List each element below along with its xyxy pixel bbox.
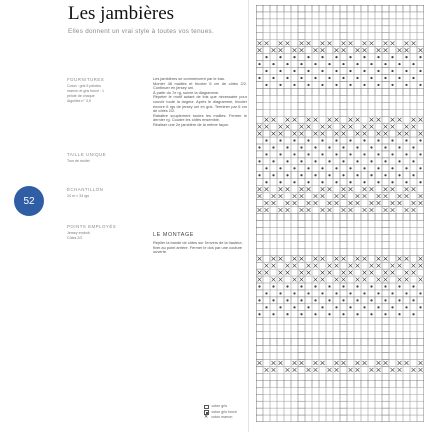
dot-stitch-mark bbox=[391, 139, 393, 141]
dot-stitch-mark bbox=[412, 299, 414, 301]
instructions-column bbox=[153, 77, 247, 128]
dot-stitch-mark bbox=[314, 285, 316, 287]
dot-stitch-mark bbox=[398, 146, 400, 148]
dot-stitch-mark bbox=[279, 84, 281, 86]
dot-stitch-mark bbox=[265, 84, 267, 86]
dot-stitch-mark bbox=[272, 63, 274, 65]
dot-stitch-mark bbox=[293, 139, 295, 141]
dot-stitch-mark bbox=[342, 285, 344, 287]
dot-stitch-mark bbox=[405, 56, 407, 58]
size-line: Tour de mollet bbox=[67, 159, 90, 163]
supplies-line: pelote de chaque bbox=[67, 94, 95, 98]
dot-stitch-mark bbox=[328, 146, 330, 148]
chart-legend bbox=[204, 404, 237, 421]
dot-stitch-mark bbox=[265, 139, 267, 141]
dot-stitch-mark bbox=[377, 139, 379, 141]
dot-stitch-mark bbox=[356, 285, 358, 287]
dot-square-icon bbox=[204, 410, 209, 415]
page-subtitle: Elles donnent un vrai style à toutes vos tenues. bbox=[68, 28, 215, 35]
gauge-section bbox=[67, 187, 147, 199]
dot-stitch-mark bbox=[293, 84, 295, 86]
size-section bbox=[67, 152, 147, 164]
supplies-section bbox=[67, 77, 147, 104]
dot-stitch-mark bbox=[279, 306, 281, 308]
dot-stitch-mark bbox=[405, 167, 407, 169]
dot-stitch-mark bbox=[412, 285, 414, 287]
dot-stitch-mark bbox=[391, 292, 393, 294]
dot-stitch-mark bbox=[363, 153, 365, 155]
dot-stitch-mark bbox=[384, 174, 386, 176]
instruction-paragraph: Réaliser une 2e jambière de la même façon. bbox=[153, 121, 230, 127]
dot-stitch-mark bbox=[314, 299, 316, 301]
montage-text: Replier la bande de côtes sur l'envers de la hauteur, fixer au point arrière. Fermer le dos par une couture ouverte. bbox=[153, 240, 243, 255]
dot-stitch-mark bbox=[300, 160, 302, 162]
dot-stitch-mark bbox=[405, 84, 407, 86]
supplies-line: Aiguilles n° 3,5 bbox=[67, 99, 91, 103]
dot-stitch-mark bbox=[405, 292, 407, 294]
dot-stitch-mark bbox=[384, 299, 386, 301]
dot-stitch-mark bbox=[419, 167, 421, 169]
dot-stitch-mark bbox=[258, 160, 260, 162]
dot-stitch-mark bbox=[384, 63, 386, 65]
dot-stitch-mark bbox=[328, 313, 330, 315]
dot-stitch-mark bbox=[384, 160, 386, 162]
dot-stitch-mark bbox=[419, 139, 421, 141]
dot-stitch-mark bbox=[335, 139, 337, 141]
dot-stitch-mark bbox=[391, 84, 393, 86]
dot-stitch-mark bbox=[307, 181, 309, 183]
legend-label: coton gris bbox=[211, 404, 228, 408]
dot-stitch-mark bbox=[377, 56, 379, 58]
dot-stitch-mark bbox=[335, 84, 337, 86]
legend-label: coton marron bbox=[211, 415, 233, 419]
dot-stitch-mark bbox=[349, 70, 351, 72]
dot-stitch-mark bbox=[419, 70, 421, 72]
dot-stitch-mark bbox=[258, 77, 260, 79]
dot-stitch-mark bbox=[363, 292, 365, 294]
dot-stitch-mark bbox=[335, 306, 337, 308]
dot-stitch-mark bbox=[370, 160, 372, 162]
dot-stitch-mark bbox=[342, 174, 344, 176]
empty-square-icon bbox=[204, 405, 209, 410]
dot-stitch-mark bbox=[412, 63, 414, 65]
dot-stitch-mark bbox=[321, 84, 323, 86]
dot-stitch-mark bbox=[398, 63, 400, 65]
dot-stitch-mark bbox=[419, 153, 421, 155]
dot-stitch-mark bbox=[405, 139, 407, 141]
gauge-line: 24 m × 33 rgs bbox=[67, 194, 90, 198]
page-number-badge: 52 bbox=[14, 186, 44, 216]
dot-stitch-mark bbox=[356, 299, 358, 301]
dot-stitch-mark bbox=[307, 139, 309, 141]
dot-stitch-mark bbox=[370, 63, 372, 65]
dot-stitch-mark bbox=[370, 285, 372, 287]
dot-stitch-mark bbox=[405, 306, 407, 308]
dot-stitch-mark bbox=[293, 292, 295, 294]
dot-stitch-mark bbox=[307, 84, 309, 86]
dot-stitch-mark bbox=[314, 77, 316, 79]
dot-stitch-mark bbox=[412, 174, 414, 176]
dot-stitch-mark bbox=[377, 181, 379, 183]
dot-stitch-mark bbox=[363, 167, 365, 169]
dot-stitch-mark bbox=[419, 84, 421, 86]
dot-stitch-mark bbox=[384, 146, 386, 148]
dot-stitch-mark bbox=[398, 313, 400, 315]
dot-stitch-mark bbox=[412, 313, 414, 315]
dot-stitch-mark bbox=[279, 292, 281, 294]
dot-stitch-mark bbox=[405, 181, 407, 183]
dot-stitch-mark bbox=[377, 167, 379, 169]
dot-stitch-mark bbox=[391, 181, 393, 183]
dot-stitch-mark bbox=[265, 181, 267, 183]
dot-stitch-mark bbox=[363, 56, 365, 58]
dot-stitch-mark bbox=[384, 77, 386, 79]
dot-stitch-mark bbox=[377, 292, 379, 294]
dot-stitch-mark bbox=[328, 77, 330, 79]
dot-stitch-mark bbox=[384, 285, 386, 287]
dot-stitch-mark bbox=[391, 306, 393, 308]
dot-stitch-mark bbox=[335, 292, 337, 294]
dot-stitch-mark bbox=[314, 146, 316, 148]
stitches-heading: POINTS EMPLOYÉS bbox=[67, 224, 117, 229]
dot-stitch-mark bbox=[419, 56, 421, 58]
supplies-line: Coton : gris 5 pelotes bbox=[67, 84, 101, 88]
dot-stitch-mark bbox=[293, 70, 295, 72]
dot-stitch-mark bbox=[377, 70, 379, 72]
dot-stitch-mark bbox=[370, 299, 372, 301]
dot-stitch-mark bbox=[356, 174, 358, 176]
dot-stitch-mark bbox=[363, 306, 365, 308]
dot-stitch-mark bbox=[307, 306, 309, 308]
legend-label: coton gris foncé bbox=[211, 409, 237, 414]
dot-stitch-mark bbox=[356, 146, 358, 148]
dot-stitch-mark bbox=[293, 153, 295, 155]
dot-stitch-mark bbox=[279, 153, 281, 155]
dot-stitch-mark bbox=[321, 167, 323, 169]
dot-stitch-mark bbox=[286, 77, 288, 79]
dot-stitch-mark bbox=[272, 313, 274, 315]
dot-stitch-mark bbox=[328, 63, 330, 65]
dot-stitch-mark bbox=[286, 63, 288, 65]
dot-stitch-mark bbox=[356, 313, 358, 315]
dot-stitch-mark bbox=[377, 306, 379, 308]
dot-stitch-mark bbox=[342, 63, 344, 65]
dot-stitch-mark bbox=[356, 77, 358, 79]
dot-stitch-mark bbox=[377, 84, 379, 86]
dot-stitch-mark bbox=[321, 139, 323, 141]
dot-stitch-mark bbox=[342, 146, 344, 148]
dot-stitch-mark bbox=[307, 70, 309, 72]
dot-stitch-mark bbox=[321, 306, 323, 308]
dot-stitch-mark bbox=[363, 84, 365, 86]
dot-stitch-mark bbox=[335, 56, 337, 58]
dot-stitch-mark bbox=[286, 313, 288, 315]
dot-stitch-mark bbox=[258, 313, 260, 315]
dot-stitch-mark bbox=[335, 167, 337, 169]
dot-stitch-mark bbox=[412, 160, 414, 162]
dot-stitch-mark bbox=[321, 181, 323, 183]
instruction-paragraph: Monter 48 mailles et tricoter 6 cm de côtes 2/2. Continuer en jersey uni. bbox=[153, 80, 247, 91]
dot-stitch-mark bbox=[314, 63, 316, 65]
dot-stitch-mark bbox=[349, 181, 351, 183]
dot-stitch-mark bbox=[349, 167, 351, 169]
dot-stitch-mark bbox=[300, 285, 302, 287]
dot-stitch-mark bbox=[398, 174, 400, 176]
dot-stitch-mark bbox=[314, 313, 316, 315]
dot-stitch-mark bbox=[328, 285, 330, 287]
dot-stitch-mark bbox=[335, 153, 337, 155]
dot-stitch-mark bbox=[349, 306, 351, 308]
dot-stitch-mark bbox=[293, 306, 295, 308]
dot-stitch-mark bbox=[286, 299, 288, 301]
column-divider bbox=[248, 0, 249, 432]
dot-stitch-mark bbox=[300, 146, 302, 148]
dot-stitch-mark bbox=[405, 70, 407, 72]
dot-stitch-mark bbox=[272, 174, 274, 176]
montage-heading: LE MONTAGE bbox=[153, 232, 194, 238]
supplies-line: marron et gris foncé : 1 bbox=[67, 89, 104, 93]
dot-stitch-mark bbox=[293, 167, 295, 169]
dot-stitch-mark bbox=[300, 77, 302, 79]
dot-stitch-mark bbox=[286, 146, 288, 148]
dot-stitch-mark bbox=[279, 139, 281, 141]
page-title: Les jambières bbox=[68, 3, 175, 24]
dot-stitch-mark bbox=[419, 306, 421, 308]
dot-stitch-mark bbox=[356, 63, 358, 65]
dot-stitch-mark bbox=[258, 63, 260, 65]
dot-stitch-mark bbox=[342, 313, 344, 315]
dot-stitch-mark bbox=[258, 174, 260, 176]
dot-stitch-mark bbox=[258, 299, 260, 301]
dot-stitch-mark bbox=[398, 160, 400, 162]
knitting-chart-grid bbox=[256, 5, 424, 422]
dot-stitch-mark bbox=[265, 306, 267, 308]
dot-stitch-mark bbox=[307, 153, 309, 155]
dot-stitch-mark bbox=[391, 70, 393, 72]
dot-stitch-mark bbox=[349, 56, 351, 58]
dot-stitch-mark bbox=[384, 313, 386, 315]
dot-stitch-mark bbox=[335, 70, 337, 72]
dot-stitch-mark bbox=[300, 313, 302, 315]
dot-stitch-mark bbox=[293, 56, 295, 58]
dot-stitch-mark bbox=[328, 299, 330, 301]
dot-stitch-mark bbox=[265, 56, 267, 58]
dot-stitch-mark bbox=[391, 167, 393, 169]
instruction-paragraph: Les jambières se commencent par le bas. bbox=[153, 76, 226, 81]
dot-stitch-mark bbox=[370, 313, 372, 315]
dot-stitch-mark bbox=[321, 292, 323, 294]
dot-stitch-mark bbox=[300, 174, 302, 176]
dot-stitch-mark bbox=[349, 153, 351, 155]
dot-stitch-mark bbox=[349, 139, 351, 141]
dot-stitch-mark bbox=[272, 299, 274, 301]
dot-stitch-mark bbox=[272, 160, 274, 162]
dot-stitch-mark bbox=[279, 181, 281, 183]
dot-stitch-mark bbox=[279, 167, 281, 169]
dot-stitch-mark bbox=[419, 292, 421, 294]
dot-stitch-mark bbox=[286, 285, 288, 287]
dot-stitch-mark bbox=[272, 285, 274, 287]
dot-stitch-mark bbox=[272, 146, 274, 148]
dot-stitch-mark bbox=[342, 77, 344, 79]
instruction-paragraph: À partir du 7e rg, suivre la diagramme. bbox=[153, 89, 220, 95]
dot-stitch-mark bbox=[349, 84, 351, 86]
dot-stitch-mark bbox=[363, 70, 365, 72]
dot-stitch-mark bbox=[342, 160, 344, 162]
dot-stitch-mark bbox=[265, 70, 267, 72]
dot-stitch-mark bbox=[412, 77, 414, 79]
dot-stitch-mark bbox=[412, 146, 414, 148]
dot-stitch-mark bbox=[314, 160, 316, 162]
dot-stitch-mark bbox=[398, 285, 400, 287]
stitches-section bbox=[67, 224, 147, 241]
dot-stitch-mark bbox=[307, 56, 309, 58]
dot-stitch-mark bbox=[300, 299, 302, 301]
instruction-paragraph: Répéter le motif autant de fois que nécessaire pour couvrir toute la largeur. Après le diagramme, tricoter encore 6 rgs de jersey uni en gris. Terminer par 6 cm de côtes 2/2. bbox=[153, 94, 247, 114]
dot-stitch-mark bbox=[321, 70, 323, 72]
dot-stitch-mark bbox=[300, 63, 302, 65]
gauge-heading: ÉCHANTILLON bbox=[67, 187, 104, 192]
dot-stitch-mark bbox=[419, 181, 421, 183]
dot-stitch-mark bbox=[279, 56, 281, 58]
dot-stitch-mark bbox=[279, 70, 281, 72]
dot-stitch-mark bbox=[363, 181, 365, 183]
dot-stitch-mark bbox=[265, 153, 267, 155]
instruction-paragraph: Rabattre souplement toutes les mailles. Fermer le dernier rg. Coudre les côtés ensemble. bbox=[153, 112, 247, 123]
dot-stitch-mark bbox=[258, 146, 260, 148]
dot-stitch-mark bbox=[272, 77, 274, 79]
dot-stitch-mark bbox=[286, 160, 288, 162]
dot-stitch-mark bbox=[293, 181, 295, 183]
dot-stitch-mark bbox=[314, 174, 316, 176]
dot-stitch-mark bbox=[328, 174, 330, 176]
cross-icon: ✕ bbox=[204, 414, 209, 421]
dot-stitch-mark bbox=[342, 299, 344, 301]
dot-stitch-mark bbox=[265, 292, 267, 294]
dot-stitch-mark bbox=[328, 160, 330, 162]
dot-stitch-mark bbox=[321, 153, 323, 155]
dot-stitch-mark bbox=[370, 146, 372, 148]
dot-stitch-mark bbox=[335, 181, 337, 183]
size-heading: TAILLE UNIQUE bbox=[67, 152, 107, 157]
dot-stitch-mark bbox=[370, 77, 372, 79]
dot-stitch-mark bbox=[370, 174, 372, 176]
dot-stitch-mark bbox=[307, 167, 309, 169]
dot-stitch-mark bbox=[377, 153, 379, 155]
legend-item bbox=[204, 415, 237, 421]
dot-stitch-mark bbox=[265, 167, 267, 169]
dot-stitch-mark bbox=[307, 292, 309, 294]
dot-stitch-mark bbox=[363, 139, 365, 141]
dot-stitch-mark bbox=[398, 299, 400, 301]
dot-stitch-mark bbox=[391, 153, 393, 155]
stitches-line: Côtes 2/2 bbox=[67, 236, 83, 240]
dot-stitch-mark bbox=[391, 56, 393, 58]
knitting-chart bbox=[256, 5, 424, 422]
dot-stitch-mark bbox=[398, 77, 400, 79]
supplies-heading: FOURNITURES bbox=[67, 77, 105, 82]
dot-stitch-mark bbox=[258, 285, 260, 287]
dot-stitch-mark bbox=[356, 160, 358, 162]
dot-stitch-mark bbox=[405, 153, 407, 155]
dot-stitch-mark bbox=[321, 56, 323, 58]
dot-stitch-mark bbox=[349, 292, 351, 294]
stitches-line: Jersey endroit bbox=[67, 231, 90, 235]
dot-stitch-mark bbox=[286, 174, 288, 176]
